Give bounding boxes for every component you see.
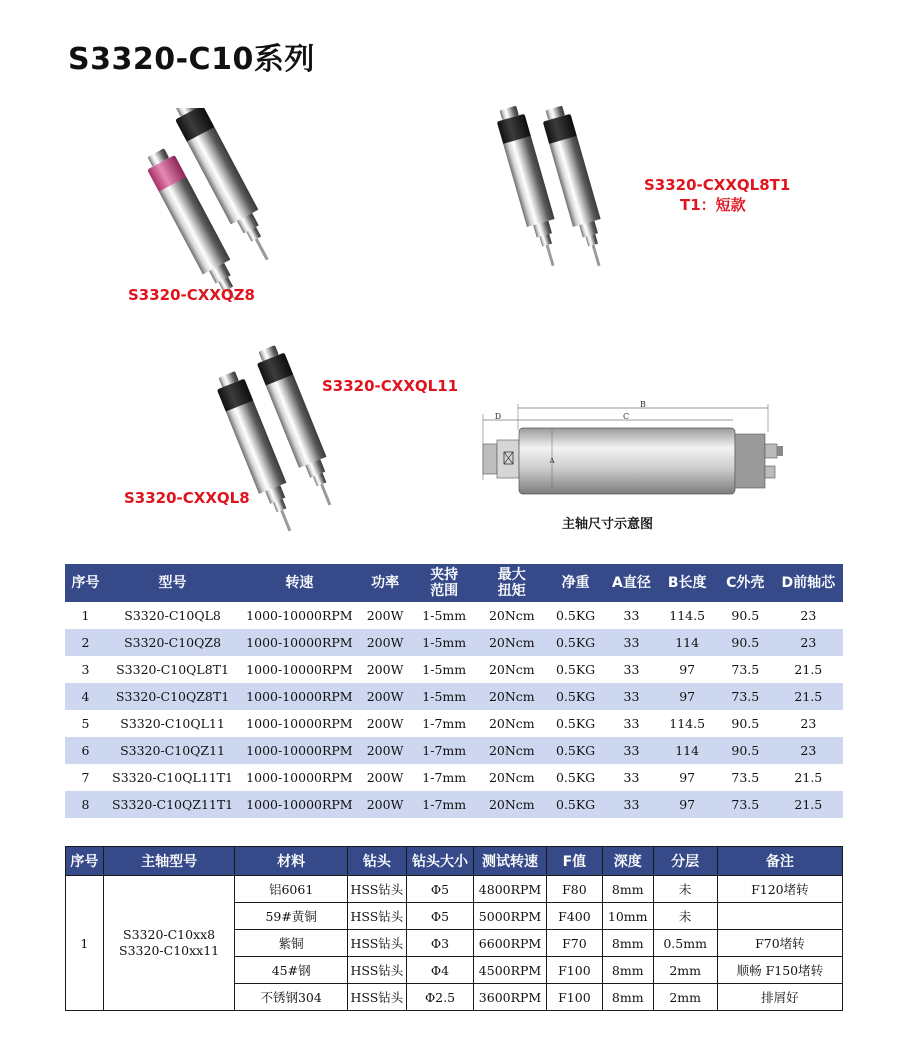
test-index-cell: 1	[66, 876, 104, 1011]
spec-cell: 0.5KG	[546, 683, 606, 710]
test-cell: HSS钻头	[347, 957, 406, 984]
spec-table-row	[65, 656, 843, 683]
spec-cell: 33	[606, 683, 658, 710]
test-cell: 顺畅 F150堵转	[717, 957, 842, 984]
spec-cell: 90.5	[717, 629, 774, 656]
label-a: A	[549, 457, 555, 465]
spec-cell: 1-5mm	[422, 608, 467, 623]
spec-cell: 1-7mm	[422, 716, 467, 731]
spec-cell: 8	[65, 791, 106, 818]
page-title: S3320-C10系列	[68, 42, 315, 77]
spec-cell: 1-7mm	[410, 737, 477, 764]
spec-cell: 20Ncm	[488, 716, 535, 731]
spec-cell: 97	[657, 683, 716, 710]
test-cell: 59#黄铜	[235, 903, 348, 930]
spec-cell: 33	[623, 608, 640, 623]
spec-cell: 73.5	[731, 770, 760, 785]
spec-cell: S3320-C10QZ8	[106, 629, 239, 656]
label-d: D	[494, 412, 502, 421]
test-cell: 4500RPM	[474, 957, 547, 984]
spec-table-row	[65, 764, 843, 791]
test-header-cell: 主轴型号	[103, 847, 235, 876]
spec-cell: 90.5	[731, 608, 760, 623]
spec-table-row	[65, 683, 843, 710]
spec-table-header-row	[65, 564, 843, 602]
test-cell: HSS钻头	[347, 930, 406, 957]
spec-cell: 33	[606, 629, 658, 656]
test-cell: 0.5mm	[653, 930, 717, 957]
caption-ql8t1-model: S3320-CXXQL8T1	[644, 176, 791, 194]
test-cell: 排屑好	[717, 984, 842, 1011]
spec-cell: 1000-10000RPM	[239, 629, 360, 656]
test-header-cell: 深度	[602, 847, 653, 876]
spec-cell: 1000-10000RPM	[246, 770, 353, 785]
spec-cell: 114.5	[669, 608, 706, 623]
spec-table-row	[65, 629, 843, 656]
spec-cell: 20Ncm	[488, 608, 535, 623]
test-cell: 未	[653, 903, 717, 930]
test-header-cell: 备注	[717, 847, 842, 876]
test-cell: 3600RPM	[474, 984, 547, 1011]
test-table-header-row	[66, 847, 843, 876]
test-cell: 4800RPM	[474, 876, 547, 903]
spec-cell: 20Ncm	[478, 629, 546, 656]
spec-cell: 33	[623, 716, 640, 731]
spec-table-row	[65, 602, 843, 629]
spec-cell: 21.5	[794, 662, 823, 677]
spec-cell: S3320-C10QZ11T1	[106, 791, 239, 818]
test-header-cell: 钻头大小	[406, 847, 473, 876]
test-cell: HSS钻头	[347, 876, 406, 903]
spec-cell: 21.5	[774, 683, 843, 710]
spec-cell: 0.5KG	[546, 629, 606, 656]
test-cell: HSS钻头	[347, 984, 406, 1011]
test-cell: 铝6061	[235, 876, 348, 903]
spec-cell: 114	[657, 629, 716, 656]
test-cell: F100	[546, 984, 602, 1011]
spec-cell: 1000-10000RPM	[239, 683, 360, 710]
spec-header-cell: 净重	[546, 564, 606, 602]
spec-cell: 200W	[366, 662, 404, 677]
spec-cell: 21.5	[774, 791, 843, 818]
spec-cell: S3320-C10QL11	[120, 716, 225, 731]
spindle-image-ql8t1	[478, 100, 648, 315]
test-cell: Φ2.5	[406, 984, 473, 1011]
test-cell: F120堵转	[717, 876, 842, 903]
spindle-model-name: S3320-C10xx8	[123, 927, 216, 942]
spec-table-row	[65, 791, 843, 818]
spec-cell: 114.5	[669, 716, 706, 731]
spec-cell: 200W	[360, 791, 411, 818]
spec-cell: 20Ncm	[488, 770, 535, 785]
test-cell: Φ5	[406, 903, 473, 930]
test-table	[65, 846, 843, 1011]
test-cell: Φ5	[406, 876, 473, 903]
caption-qz8: S3320-CXXQZ8	[128, 286, 255, 304]
test-cell: F80	[546, 876, 602, 903]
spec-cell: 0.5KG	[555, 608, 596, 623]
spec-cell: 0.5KG	[555, 770, 596, 785]
spec-header-cell: C外壳	[717, 564, 774, 602]
spec-cell: 0.5KG	[555, 662, 596, 677]
spec-cell: S3320-C10QL11T1	[112, 770, 233, 785]
test-header-cell: 测试转速	[474, 847, 547, 876]
label-b: B	[640, 400, 646, 409]
spec-cell: 1-7mm	[422, 770, 467, 785]
test-cell: F70堵转	[717, 930, 842, 957]
test-model-cell	[103, 876, 235, 1011]
spec-cell: 73.5	[717, 683, 774, 710]
spec-cell: 90.5	[717, 737, 774, 764]
spec-cell: 7	[81, 770, 90, 785]
spec-cell: 0.5KG	[546, 791, 606, 818]
spec-cell: 73.5	[731, 662, 760, 677]
test-header-cell: 材料	[235, 847, 348, 876]
test-cell: 5000RPM	[474, 903, 547, 930]
spec-cell: 33	[623, 662, 640, 677]
spindle-model-name: S3320-C10xx11	[119, 943, 220, 958]
spec-cell: 1	[81, 608, 90, 623]
test-cell: 未	[653, 876, 717, 903]
spec-cell: 90.5	[731, 716, 760, 731]
spec-cell: 200W	[366, 770, 404, 785]
spec-cell: 6	[65, 737, 106, 764]
spec-cell: 3	[81, 662, 90, 677]
spec-cell: 73.5	[717, 791, 774, 818]
test-cell: 2mm	[653, 984, 717, 1011]
spec-cell: 1-5mm	[410, 683, 477, 710]
caption-ql8: S3320-CXXQL8	[124, 489, 250, 507]
spec-cell: 20Ncm	[478, 683, 546, 710]
test-header-cell: F值	[546, 847, 602, 876]
test-table-row	[66, 876, 843, 903]
spec-table-row	[65, 737, 843, 764]
spec-header-cell: 型号	[106, 564, 239, 602]
spec-cell: 200W	[360, 737, 411, 764]
spec-cell: 1-7mm	[410, 791, 477, 818]
test-cell: 8mm	[602, 984, 653, 1011]
spec-cell: 97	[657, 791, 716, 818]
spec-cell: 1-5mm	[422, 662, 467, 677]
spec-cell: 5	[81, 716, 90, 731]
spindle-image-ql11-ql8	[205, 340, 390, 540]
test-header-cell: 序号	[66, 847, 104, 876]
spec-header-cell: B长度	[657, 564, 716, 602]
label-c: C	[622, 412, 630, 421]
spec-cell: 4	[65, 683, 106, 710]
spec-cell: 33	[606, 791, 658, 818]
spec-cell: S3320-C10QZ8T1	[106, 683, 239, 710]
spec-header-cell: 功率	[360, 564, 411, 602]
test-cell: 8mm	[602, 957, 653, 984]
spec-cell: 200W	[360, 683, 411, 710]
spec-header-cell: A直径	[606, 564, 658, 602]
spec-cell: 33	[606, 737, 658, 764]
test-cell: 紫铜	[235, 930, 348, 957]
spec-cell: 1000-10000RPM	[246, 608, 353, 623]
spec-cell: 1000-10000RPM	[239, 791, 360, 818]
spec-cell: 23	[800, 608, 817, 623]
spec-cell: 23	[800, 716, 817, 731]
test-cell: 8mm	[602, 876, 653, 903]
spec-cell: 23	[774, 737, 843, 764]
spec-cell: 1000-10000RPM	[246, 662, 353, 677]
spec-table	[65, 564, 843, 818]
spec-cell: 200W	[366, 608, 404, 623]
test-cell: 6600RPM	[474, 930, 547, 957]
test-cell: Φ4	[406, 957, 473, 984]
test-cell: 不锈钢304	[235, 984, 348, 1011]
test-header-cell: 钻头	[347, 847, 406, 876]
spindle-image-qz8	[130, 108, 360, 298]
caption-ql11: S3320-CXXQL11	[322, 377, 459, 395]
spec-cell: 20Ncm	[478, 737, 546, 764]
spec-cell: 114	[657, 737, 716, 764]
spec-cell: 200W	[360, 629, 411, 656]
spec-cell: 97	[679, 770, 696, 785]
spec-header-cell: 夹持 范围	[410, 564, 477, 602]
spec-cell: 1000-10000RPM	[239, 737, 360, 764]
test-cell: F400	[546, 903, 602, 930]
test-cell: 10mm	[602, 903, 653, 930]
spec-cell: 23	[774, 629, 843, 656]
test-cell: F70	[546, 930, 602, 957]
test-cell: HSS钻头	[347, 903, 406, 930]
caption-ql8t1-note: T1：短款	[680, 196, 746, 214]
spec-cell: 2	[65, 629, 106, 656]
spec-header-cell: 转速	[239, 564, 360, 602]
spec-cell: S3320-C10QL8T1	[116, 662, 229, 677]
spec-cell: 20Ncm	[478, 791, 546, 818]
spec-cell: 20Ncm	[488, 662, 535, 677]
test-cell: 8mm	[602, 930, 653, 957]
spec-cell: 1000-10000RPM	[246, 716, 353, 731]
spec-cell: 21.5	[794, 770, 823, 785]
test-header-cell: 分层	[653, 847, 717, 876]
test-cell: Φ3	[406, 930, 473, 957]
test-cell	[717, 903, 842, 930]
spec-table-row	[65, 710, 843, 737]
spec-cell: 97	[679, 662, 696, 677]
dimension-diagram	[478, 400, 803, 510]
spec-cell: 1-5mm	[410, 629, 477, 656]
spec-cell: 0.5KG	[546, 737, 606, 764]
test-cell: 2mm	[653, 957, 717, 984]
diagram-caption: 主轴尺寸示意图	[562, 517, 654, 532]
spec-cell: 200W	[366, 716, 404, 731]
spec-cell: 33	[623, 770, 640, 785]
spec-cell: S3320-C10QZ11	[106, 737, 239, 764]
test-cell: 45#钢	[235, 957, 348, 984]
spec-header-cell: 最大 扭矩	[478, 564, 546, 602]
test-cell: F100	[546, 957, 602, 984]
spec-cell: S3320-C10QL8	[124, 608, 221, 623]
spec-cell: 0.5KG	[555, 716, 596, 731]
spec-header-cell: 序号	[65, 564, 106, 602]
spec-header-cell: D前轴芯	[774, 564, 843, 602]
